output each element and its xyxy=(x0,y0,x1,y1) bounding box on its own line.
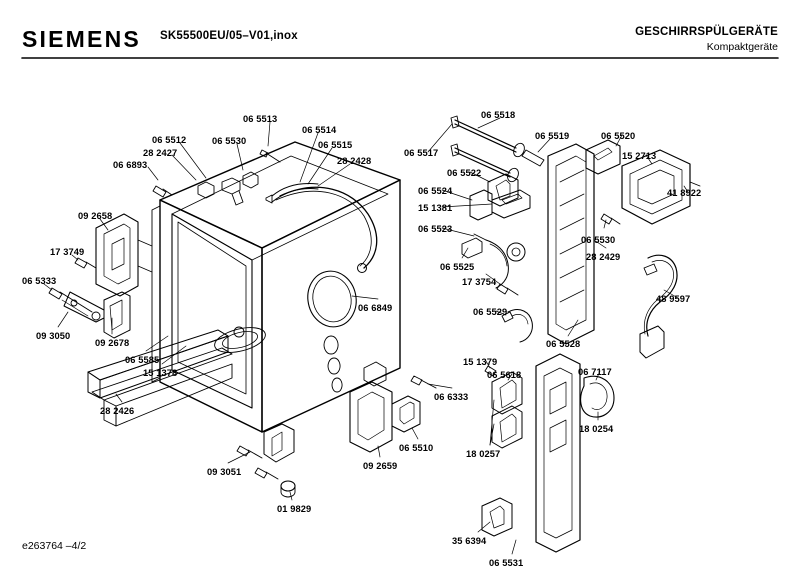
part-number-label: 09 3050 xyxy=(36,331,71,341)
part-number-label: 28 2426 xyxy=(100,406,135,416)
part-number-label: 17 3749 xyxy=(50,247,85,257)
part-number-label: 17 3754 xyxy=(462,277,497,287)
part-number-label: 01 9829 xyxy=(277,504,312,514)
part-number-label: 06 5513 xyxy=(243,114,278,124)
part-number-label: 06 5333 xyxy=(22,276,57,286)
part-number-label: 15 1379 xyxy=(463,357,498,367)
part-number-label: 48 9597 xyxy=(656,294,691,304)
part-number-label: 06 7117 xyxy=(578,367,612,377)
part-number-label: 18 0257 xyxy=(466,449,501,459)
part-number-label: 06 5524 xyxy=(418,186,453,196)
part-number-label: 06 5519 xyxy=(535,131,570,141)
part-number-label: 06 5512 xyxy=(152,135,187,145)
part-number-label: 18 0254 xyxy=(579,424,614,434)
part-number-label: 06 5520 xyxy=(601,131,636,141)
part-number-label: 06 5530 xyxy=(212,136,247,146)
part-number-label: 28 2427 xyxy=(143,148,178,158)
part-number-label: 15 1381 xyxy=(418,203,453,213)
category-subtitle: Kompaktgeräte xyxy=(706,41,778,53)
part-number-label: 09 2659 xyxy=(363,461,398,471)
siemens-logo: SIEMENS xyxy=(22,26,141,52)
part-number-label: 06 5618 xyxy=(487,370,522,380)
part-number-label: 06 5523 xyxy=(418,224,453,234)
part-number-label: 09 3051 xyxy=(207,467,242,477)
part-number-label: 06 6849 xyxy=(358,303,393,313)
model-title: SK55500EU/05–V01,inox xyxy=(160,30,298,42)
part-number-label: 06 6333 xyxy=(434,392,469,402)
part-number-label: 09 2678 xyxy=(95,338,130,348)
part-number-label: 06 5529 xyxy=(473,307,508,317)
part-number-label: 06 5531 xyxy=(489,558,524,568)
part-number-label: 06 6893 xyxy=(113,160,148,170)
part-number-label: 06 5515 xyxy=(318,140,353,150)
part-number-label: 41 8922 xyxy=(667,188,702,198)
drawing-code: e263764 –4/2 xyxy=(22,540,87,552)
part-number-label: 06 5517 xyxy=(404,148,439,158)
part-number-label: 06 5528 xyxy=(546,339,581,349)
part-number-label: 06 5518 xyxy=(481,110,516,120)
part-number-label: 28 2428 xyxy=(337,156,372,166)
part-number-label: 06 5530 xyxy=(581,235,616,245)
part-number-label: 06 5522 xyxy=(447,168,482,178)
part-number-label: 35 6394 xyxy=(452,536,487,546)
part-number-label: 06 5514 xyxy=(302,125,337,135)
part-number-label: 06 5585 xyxy=(125,355,160,365)
part-number-label: 09 2658 xyxy=(78,211,113,221)
part-number-label: 15 1378 xyxy=(143,368,178,378)
part-number-label: 15 2713 xyxy=(622,151,657,161)
part-number-label: 28 2429 xyxy=(586,252,621,262)
part-number-label: 06 5525 xyxy=(440,262,475,272)
category-title: GESCHIRRSPÜLGERÄTE xyxy=(635,26,778,38)
part-number-label: 06 5510 xyxy=(399,443,434,453)
